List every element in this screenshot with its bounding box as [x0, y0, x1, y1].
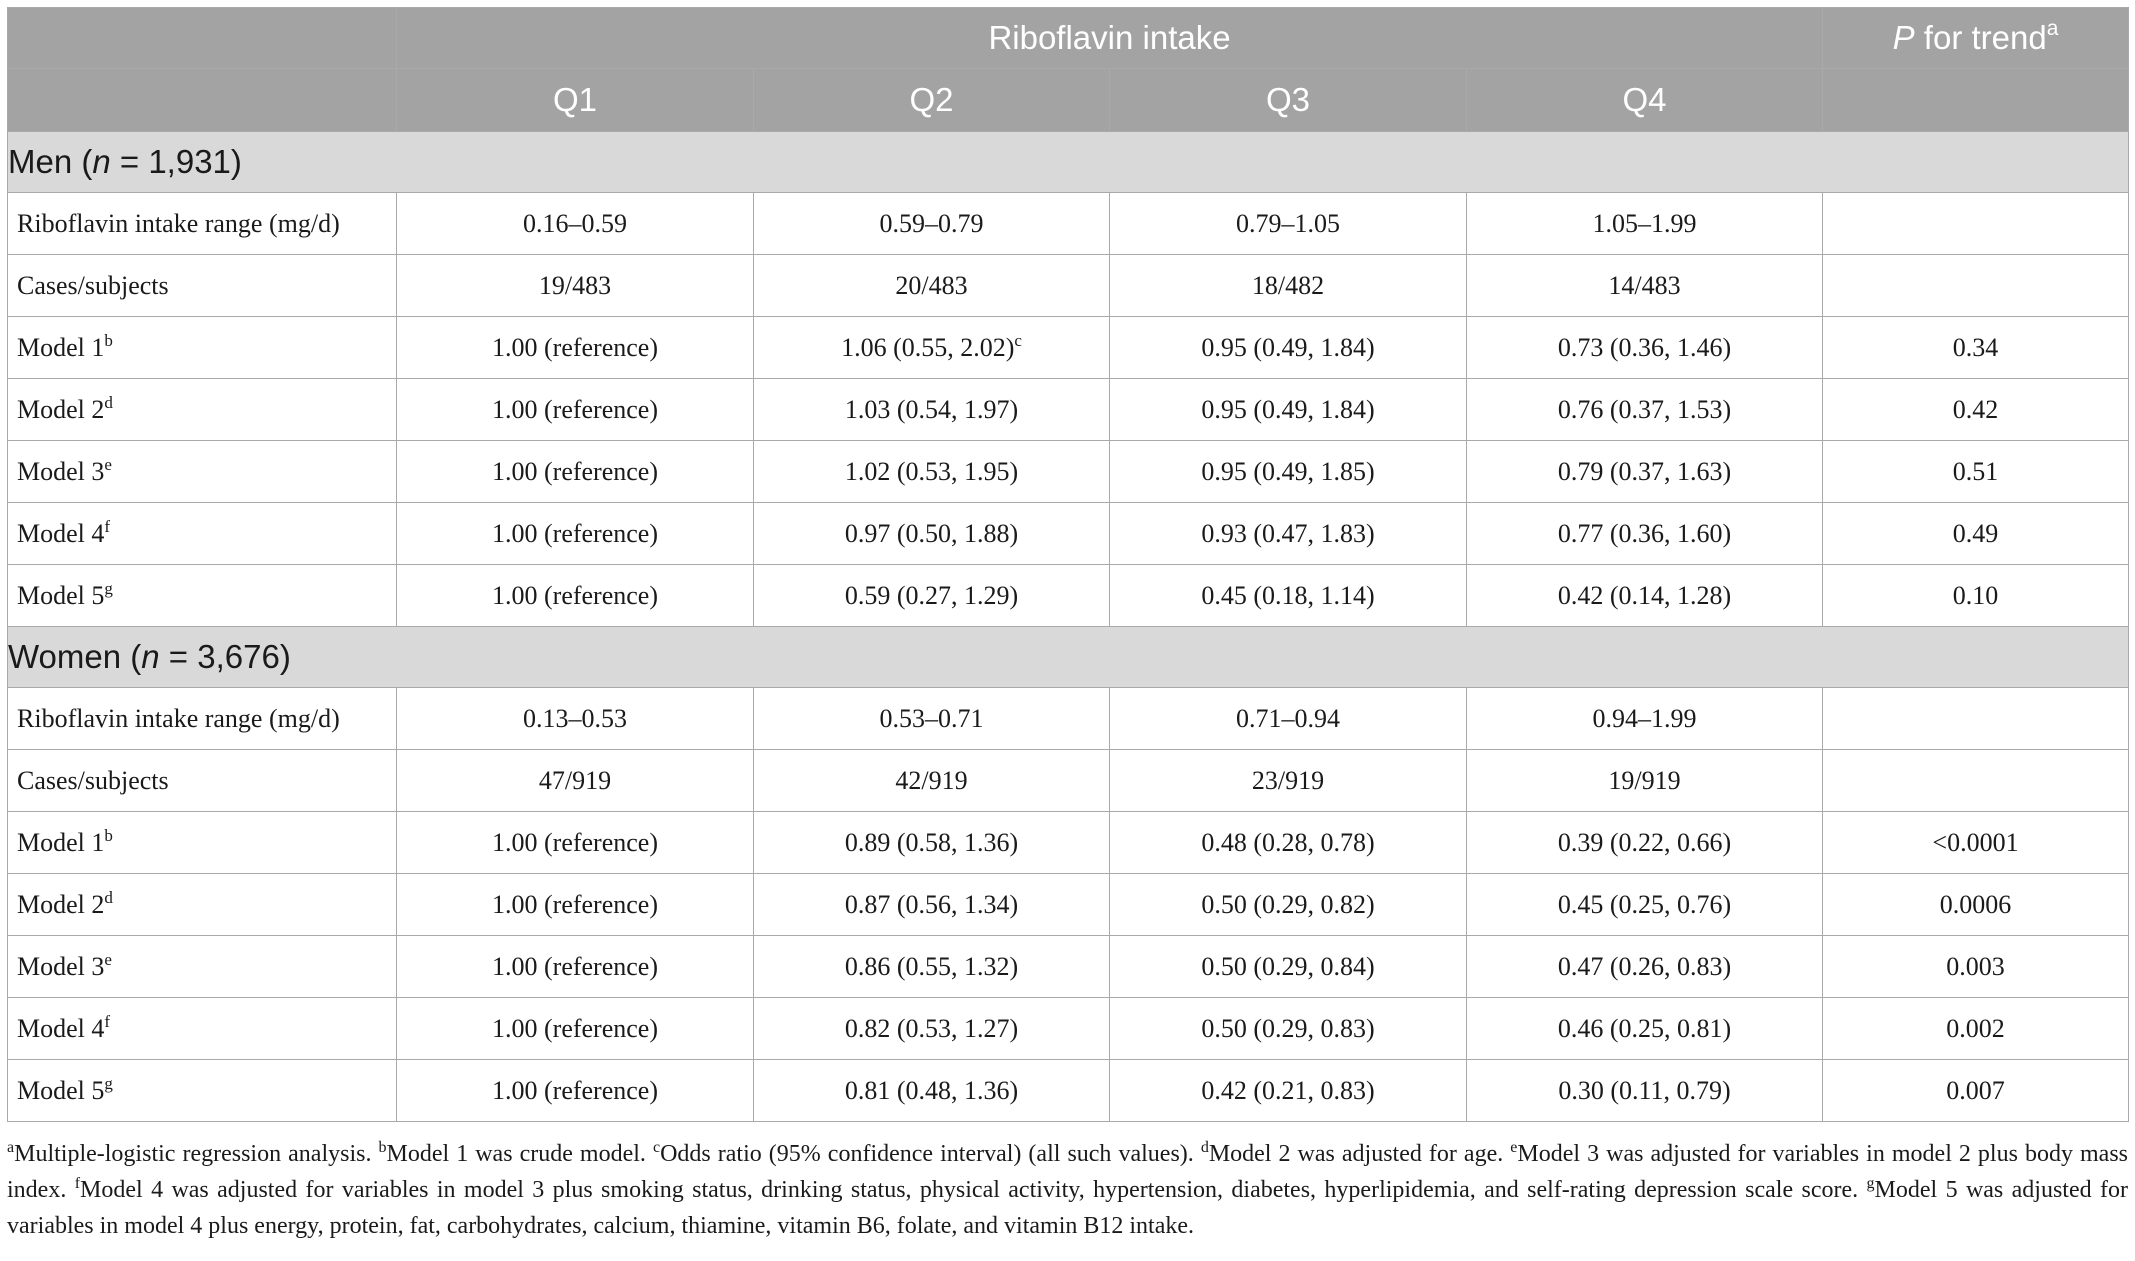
table-row — [8, 193, 2129, 255]
header-q1: Q1 — [397, 69, 754, 132]
model-label: Model 5 — [17, 1075, 105, 1105]
table-cell: 0.79–1.05 — [1110, 193, 1467, 255]
table-cell: 0.42 (0.14, 1.28) — [1467, 565, 1823, 627]
footnote-text: Model 2 was adjusted for age. — [1208, 1141, 1511, 1167]
table-cell: 0.46 (0.25, 0.81) — [1467, 998, 1823, 1060]
row-label — [8, 317, 397, 379]
footnote-text: Model 3 was adjusted for variables in model 2 plus body mass index. — [7, 1141, 2128, 1203]
table-cell: 1.00 (reference) — [397, 812, 754, 874]
table-cell: 18/482 — [1110, 255, 1467, 317]
table-cell: 0.42 — [1823, 379, 2129, 441]
model-sup: b — [104, 825, 113, 845]
table-cell: 0.59–0.79 — [754, 193, 1110, 255]
model-label: Model 2 — [17, 889, 105, 919]
table-row — [8, 503, 2129, 565]
table-cell: 42/919 — [754, 750, 1110, 812]
footnote-text: Multiple-logistic regression analysis. — [14, 1141, 379, 1167]
row-label — [8, 441, 397, 503]
table-row — [8, 688, 2129, 750]
table-cell: 1.00 (reference) — [397, 565, 754, 627]
model-sup: e — [104, 949, 112, 969]
header-q3: Q3 — [1110, 69, 1467, 132]
table-cell: 14/483 — [1467, 255, 1823, 317]
table-row — [8, 936, 2129, 998]
table-cell: 1.00 (reference) — [397, 441, 754, 503]
table-cell: 0.82 (0.53, 1.27) — [754, 998, 1110, 1060]
table-cell: 0.16–0.59 — [397, 193, 754, 255]
group-women-n-value: = 3,676) — [159, 638, 291, 675]
row-label — [8, 379, 397, 441]
p-trend-sup: a — [2046, 17, 2059, 40]
model-sup: f — [104, 1011, 111, 1031]
table-cell: 0.87 (0.56, 1.34) — [754, 874, 1110, 936]
table-footnotes — [7, 1136, 2128, 1244]
table-row — [8, 565, 2129, 627]
footnote-text: Model 4 was adjusted for variables in model 3 plus smoking status, drinking status, physical activity, hypertension, diabetes, hyperlipidemia, and self-rating depression scale score. — [80, 1177, 1867, 1203]
table-cell: 0.50 (0.29, 0.82) — [1110, 874, 1467, 936]
cell-sup: c — [1014, 330, 1022, 350]
group-row-men — [8, 132, 2129, 193]
footnote-text: Odds ratio (95% confidence interval) (all such values). — [660, 1141, 1201, 1167]
table-cell: 0.95 (0.49, 1.85) — [1110, 441, 1467, 503]
table-container — [7, 7, 2128, 1244]
table-cell: 0.73 (0.36, 1.46) — [1467, 317, 1823, 379]
row-label — [8, 998, 397, 1060]
model-label: Model 1 — [17, 332, 105, 362]
table-cell: 20/483 — [754, 255, 1110, 317]
table-cell: 0.51 — [1823, 441, 2129, 503]
table-cell: 0.003 — [1823, 936, 2129, 998]
model-sup: d — [104, 887, 113, 907]
header-group-title: Riboflavin intake — [397, 8, 1823, 69]
model-label: Model 3 — [17, 456, 105, 486]
table-cell: 1.00 (reference) — [397, 936, 754, 998]
table-cell: 0.39 (0.22, 0.66) — [1467, 812, 1823, 874]
table-cell — [1823, 750, 2129, 812]
table-cell: 0.71–0.94 — [1110, 688, 1467, 750]
table-cell: 1.00 (reference) — [397, 379, 754, 441]
group-men-n-value: = 1,931) — [110, 143, 242, 180]
group-men-text: Men ( — [8, 143, 93, 180]
row-label: Riboflavin intake range (mg/d) — [8, 688, 397, 750]
table-cell: 1.00 (reference) — [397, 874, 754, 936]
table-cell: 0.94–1.99 — [1467, 688, 1823, 750]
results-table — [7, 7, 2129, 1122]
table-cell: 0.50 (0.29, 0.83) — [1110, 998, 1467, 1060]
table-row — [8, 998, 2129, 1060]
header-q4: Q4 — [1467, 69, 1823, 132]
row-label — [8, 812, 397, 874]
table-cell: 0.45 (0.25, 0.76) — [1467, 874, 1823, 936]
table-cell: 19/919 — [1467, 750, 1823, 812]
table-row — [8, 812, 2129, 874]
table-cell: 1.00 (reference) — [397, 503, 754, 565]
table-cell: 0.97 (0.50, 1.88) — [754, 503, 1110, 565]
footnote-sup: c — [652, 1139, 661, 1156]
table-cell: 0.45 (0.18, 1.14) — [1110, 565, 1467, 627]
table-cell: 0.89 (0.58, 1.36) — [754, 812, 1110, 874]
header-corner — [8, 8, 397, 69]
table-cell: 0.0006 — [1823, 874, 2129, 936]
footnote-sup: g — [1866, 1175, 1875, 1192]
table-cell: 0.13–0.53 — [397, 688, 754, 750]
table-cell: 1.00 (reference) — [397, 1060, 754, 1122]
model-label: Model 4 — [17, 518, 105, 548]
row-label — [8, 1060, 397, 1122]
p-trend-text: for trend — [1914, 19, 2047, 56]
table-cell: <0.0001 — [1823, 812, 2129, 874]
table-cell: 0.34 — [1823, 317, 2129, 379]
model-label: Model 5 — [17, 580, 105, 610]
model-sup: e — [104, 454, 112, 474]
table-cell: 1.05–1.99 — [1467, 193, 1823, 255]
model-sup: f — [104, 516, 111, 536]
group-label-women — [8, 627, 2129, 688]
table-cell: 0.49 — [1823, 503, 2129, 565]
table-row — [8, 1060, 2129, 1122]
row-label: Riboflavin intake range (mg/d) — [8, 193, 397, 255]
table-cell: 1.02 (0.53, 1.95) — [754, 441, 1110, 503]
table-cell: 0.48 (0.28, 0.78) — [1110, 812, 1467, 874]
table-cell: 0.95 (0.49, 1.84) — [1110, 317, 1467, 379]
footnote-sup: a — [7, 1139, 15, 1156]
footnote-text: Model 5 was adjusted for variables in model 4 plus energy, protein, fat, carbohydrates, calcium, thiamine, vitamin B6, folate, and vitamin B12 intake. — [7, 1177, 2128, 1239]
group-women-n: n — [141, 638, 160, 675]
table-cell: 0.30 (0.11, 0.79) — [1467, 1060, 1823, 1122]
table-cell: 23/919 — [1110, 750, 1467, 812]
row-label: Cases/subjects — [8, 750, 397, 812]
model-label: Model 2 — [17, 394, 105, 424]
model-label: Model 1 — [17, 827, 105, 857]
footnote-sup: f — [74, 1175, 81, 1192]
footnote-sup: d — [1200, 1139, 1209, 1156]
table-cell — [1823, 193, 2129, 255]
table-cell: 0.10 — [1823, 565, 2129, 627]
model-sup: g — [104, 578, 113, 598]
model-sup: b — [104, 330, 113, 350]
row-label — [8, 874, 397, 936]
table-cell: 1.00 (reference) — [397, 998, 754, 1060]
header-p-empty — [1823, 69, 2129, 132]
table-cell: 1.03 (0.54, 1.97) — [754, 379, 1110, 441]
footnote-text: Model 1 was crude model. — [386, 1141, 653, 1167]
group-label-men — [8, 132, 2129, 193]
table-cell: 0.95 (0.49, 1.84) — [1110, 379, 1467, 441]
header-corner-2 — [8, 69, 397, 132]
row-label — [8, 936, 397, 998]
table-cell: 0.42 (0.21, 0.83) — [1110, 1060, 1467, 1122]
table-cell: 0.93 (0.47, 1.83) — [1110, 503, 1467, 565]
table-cell: 0.47 (0.26, 0.83) — [1467, 936, 1823, 998]
table-row — [8, 379, 2129, 441]
table-cell — [754, 317, 1110, 379]
table-cell: 0.007 — [1823, 1060, 2129, 1122]
group-row-women — [8, 627, 2129, 688]
row-label — [8, 503, 397, 565]
model-label: Model 3 — [17, 951, 105, 981]
table-cell: 0.79 (0.37, 1.63) — [1467, 441, 1823, 503]
table-row — [8, 317, 2129, 379]
table-row — [8, 874, 2129, 936]
table-cell: 0.77 (0.36, 1.60) — [1467, 503, 1823, 565]
group-women-text: Women ( — [8, 638, 142, 675]
table-cell: 47/919 — [397, 750, 754, 812]
table-cell: 0.76 (0.37, 1.53) — [1467, 379, 1823, 441]
header-q2: Q2 — [754, 69, 1110, 132]
table-cell: 0.002 — [1823, 998, 2129, 1060]
table-cell — [1823, 255, 2129, 317]
table-row — [8, 750, 2129, 812]
table-cell: 0.81 (0.48, 1.36) — [754, 1060, 1110, 1122]
header-row-2 — [8, 69, 2129, 132]
table-cell: 1.00 (reference) — [397, 317, 754, 379]
table-row — [8, 441, 2129, 503]
table-row — [8, 255, 2129, 317]
model-sup: g — [104, 1073, 113, 1093]
row-label: Cases/subjects — [8, 255, 397, 317]
footnote-sup: e — [1510, 1139, 1518, 1156]
model-sup: d — [104, 392, 113, 412]
group-men-n: n — [92, 143, 111, 180]
row-label — [8, 565, 397, 627]
header-row-1 — [8, 8, 2129, 69]
model-label: Model 4 — [17, 1013, 105, 1043]
header-p-trend — [1823, 8, 2129, 69]
table-cell: 0.50 (0.29, 0.84) — [1110, 936, 1467, 998]
table-cell — [1823, 688, 2129, 750]
table-cell: 19/483 — [397, 255, 754, 317]
table-cell: 0.86 (0.55, 1.32) — [754, 936, 1110, 998]
table-cell: 0.53–0.71 — [754, 688, 1110, 750]
p-trend-italic: P — [1892, 19, 1915, 56]
table-cell: 0.59 (0.27, 1.29) — [754, 565, 1110, 627]
footnote-sup: b — [378, 1139, 387, 1156]
cell-value: 1.06 (0.55, 2.02) — [841, 332, 1015, 362]
